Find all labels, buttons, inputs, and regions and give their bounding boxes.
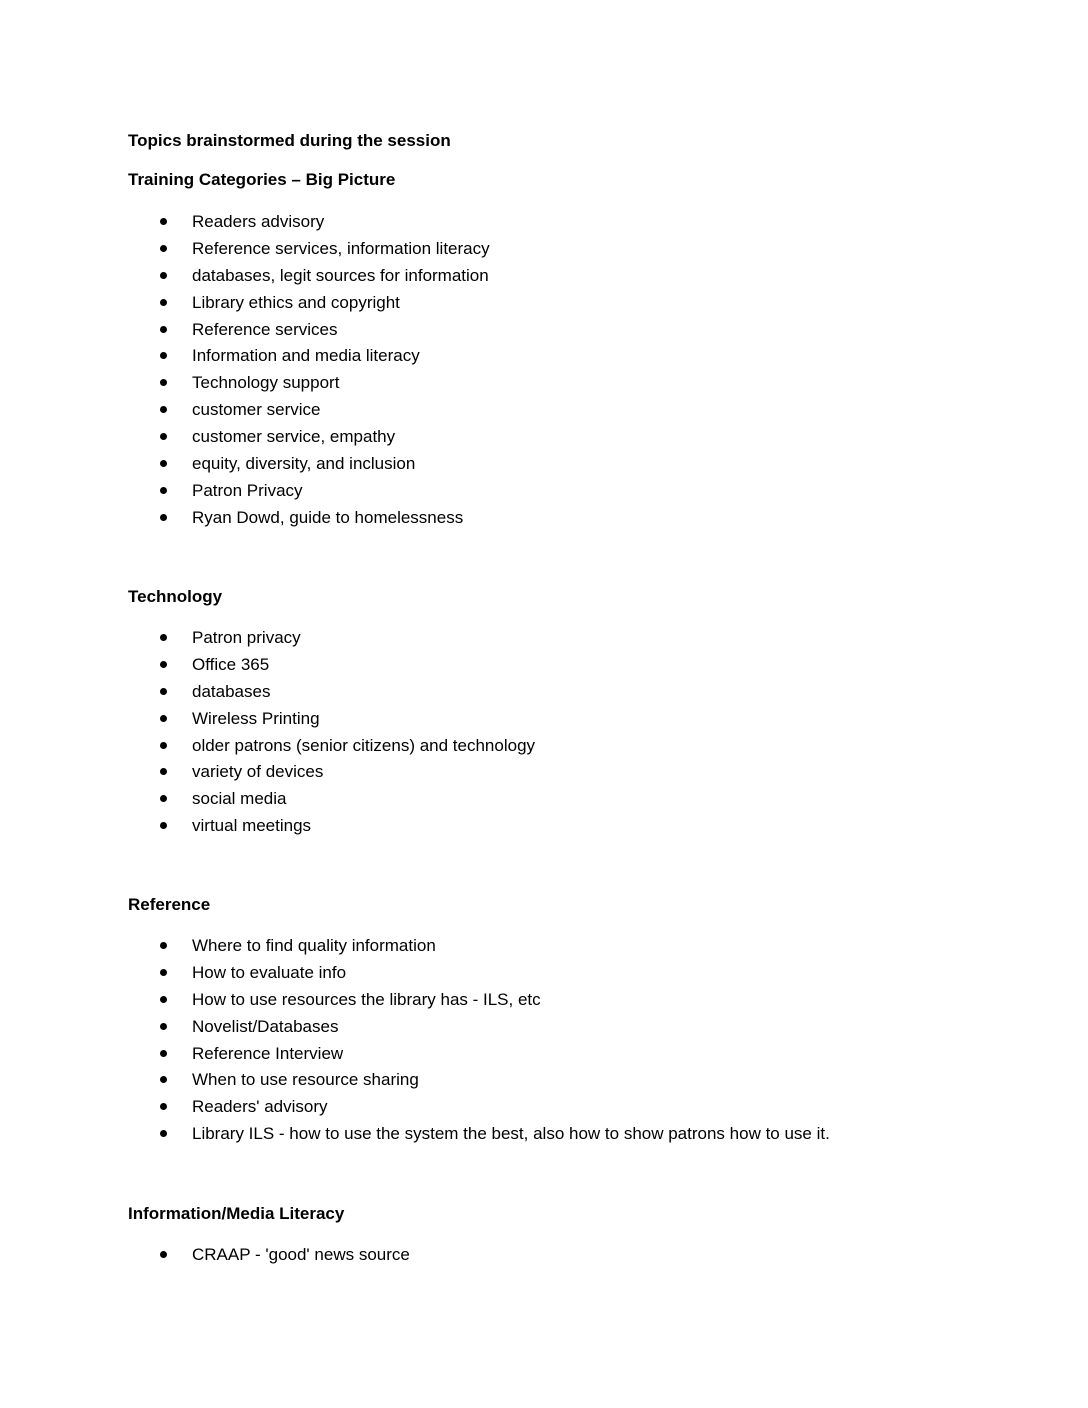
bullet-icon — [160, 661, 167, 668]
list-item-text: How to use resources the library has - ILS, etc — [192, 989, 541, 1009]
list-item-text: Novelist/Databases — [192, 1016, 339, 1036]
list-item-text: Ryan Dowd, guide to homelessness — [192, 507, 464, 527]
bullet-icon — [160, 433, 167, 440]
section-heading-reference: Reference — [128, 895, 211, 914]
bullet-icon — [160, 715, 167, 722]
bullet-icon — [160, 299, 167, 306]
bullet-icon — [160, 487, 167, 494]
list-item-text: customer service, empathy — [192, 427, 396, 447]
bullet-icon — [160, 822, 167, 829]
list-item-text: Readers advisory — [192, 212, 325, 231]
list-item-text: Reference Interview — [192, 1043, 344, 1063]
bullet-icon — [160, 1103, 167, 1110]
list-item-text: How to evaluate info — [192, 962, 347, 982]
bullet-icon — [160, 688, 167, 695]
bullet-icon — [160, 245, 167, 252]
list-item-text: Reference services, information literacy — [192, 238, 490, 258]
bullet-icon — [160, 996, 167, 1003]
list-item-text: variety of devices — [192, 762, 324, 782]
list-item-text: equity, diversity, and inclusion — [192, 454, 416, 474]
list-item-text: Wireless Printing — [192, 708, 320, 728]
list-item-text: Patron Privacy — [192, 480, 303, 500]
list-item-text: Reference services — [192, 319, 338, 339]
bullet-icon — [160, 1050, 167, 1057]
list-item-text: When to use resource sharing — [192, 1070, 419, 1090]
bullet-icon — [160, 1076, 167, 1083]
bullet-icon — [160, 460, 167, 467]
bullet-icon — [160, 742, 167, 749]
list-item-text: Where to find quality information — [192, 936, 436, 955]
bullet-icon — [160, 634, 167, 641]
bullet-icon — [160, 379, 167, 386]
bullet-icon — [160, 768, 167, 775]
document-title: Topics brainstormed during the session — [128, 131, 451, 150]
section-heading-technology: Technology — [128, 587, 223, 606]
bullet-icon — [160, 218, 167, 225]
bullet-icon — [160, 795, 167, 802]
list-item-text: Patron privacy — [192, 628, 301, 647]
list-item-text: virtual meetings — [192, 816, 312, 836]
bullet-icon — [160, 1023, 167, 1030]
list-item-text: Library ILS - how to use the system the best, also how to show patrons how to use it. — [192, 1124, 830, 1144]
list-item-text: social media — [192, 789, 287, 809]
bullet-icon — [160, 406, 167, 413]
list-item-text: Library ethics and copyright — [192, 292, 400, 312]
list-item-text: databases, legit sources for information — [192, 265, 489, 285]
section-heading-information-media-literacy: Information/Media Literacy — [128, 1204, 345, 1223]
section-heading-training-categories: Training Categories – Big Picture — [128, 170, 396, 189]
list-item-text: customer service — [192, 400, 321, 420]
list-item-text: Technology support — [192, 373, 340, 393]
bullet-icon — [160, 969, 167, 976]
bullet-icon — [160, 326, 167, 333]
list-item-text: CRAAP - 'good' news source — [192, 1245, 410, 1264]
bullet-icon — [160, 272, 167, 279]
list-item-text: databases — [192, 681, 271, 701]
list-item-text: Office 365 — [192, 654, 270, 674]
list-item-text: Readers' advisory — [192, 1097, 328, 1117]
bullet-icon — [160, 942, 167, 949]
bullet-icon — [160, 514, 167, 521]
list-item-text: Information and media literacy — [192, 346, 420, 366]
list-item-text: older patrons (senior citizens) and technology — [192, 735, 536, 755]
bullet-icon — [160, 1251, 167, 1258]
bullet-icon — [160, 1130, 167, 1137]
bullet-icon — [160, 352, 167, 359]
